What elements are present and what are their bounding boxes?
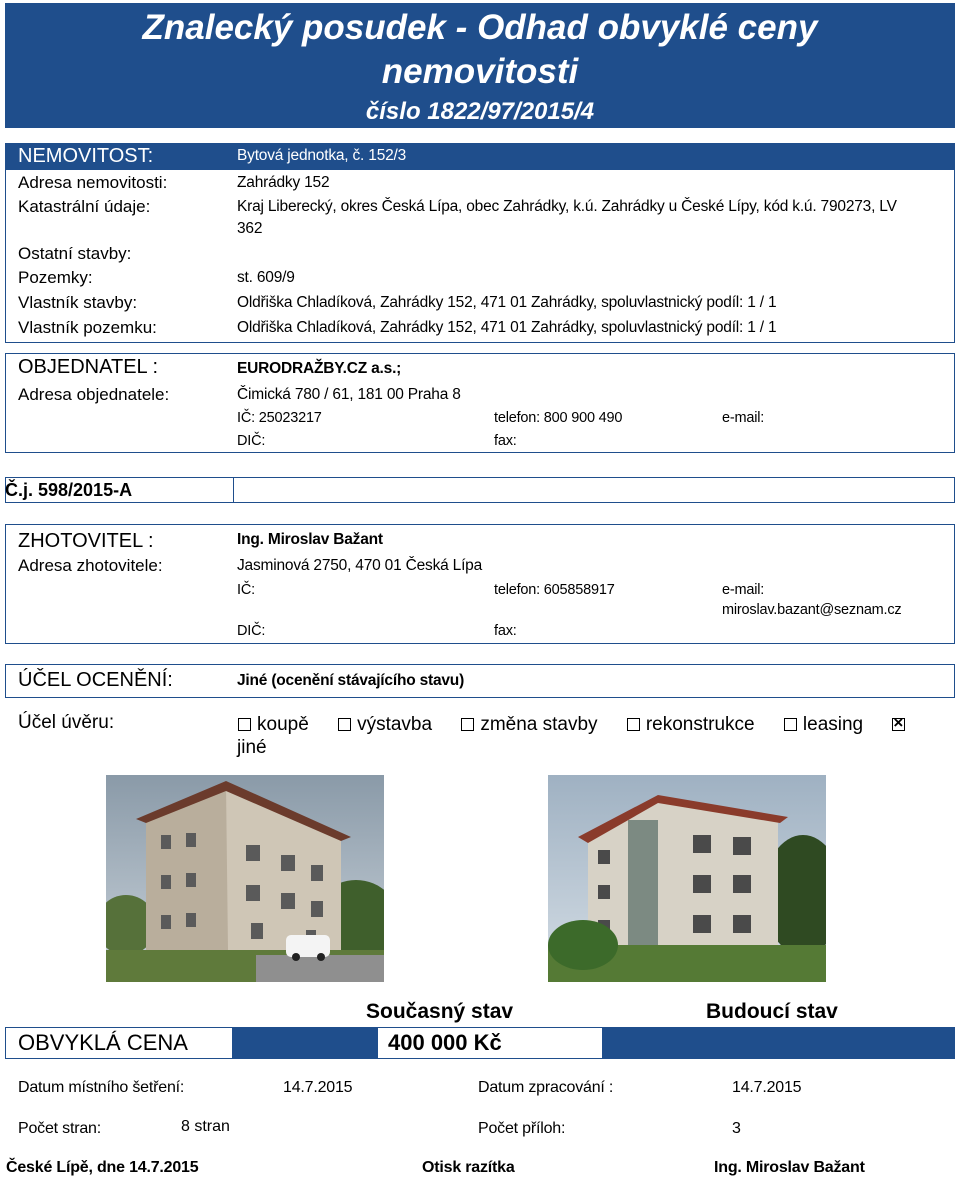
option-koupe-label: koupě — [257, 714, 309, 735]
owner-building-label: Vlastník stavby: — [18, 293, 138, 312]
checkbox-jine[interactable] — [892, 718, 905, 731]
option-vystavba[interactable] — [338, 714, 432, 735]
signature-name: Ing. Miroslav Bažant — [714, 1159, 865, 1176]
contractor-address-label: Adresa zhotovitele: — [18, 556, 163, 575]
checkbox-rekonstrukce[interactable] — [627, 718, 640, 731]
cadastral-value: Kraj Liberecký, okres Česká Lípa, obec Zahrádky, k.ú. Zahrádky u České Lípy, kód k.ú. 790273, LV — [237, 198, 897, 215]
checkbox-leasing[interactable] — [784, 718, 797, 731]
attachments-label: Počet příloh: — [478, 1120, 566, 1137]
client-fax: fax: — [494, 433, 517, 449]
current-state-label: Současný stav — [366, 1000, 514, 1023]
purpose-label: ÚČEL OCENĚNÍ: — [18, 669, 173, 691]
option-vystavba-label: výstavba — [357, 714, 433, 735]
option-rekonstrukce-label: rekonstrukce — [645, 714, 755, 735]
building-photo-left — [106, 775, 384, 982]
page-title — [0, 6, 960, 94]
checkbox-vystavba[interactable] — [338, 718, 351, 731]
client-email: e-mail: — [722, 410, 765, 426]
loan-purpose-options — [238, 714, 911, 736]
cadastral-value-line2: 362 — [237, 220, 263, 237]
loan-purpose-label: Účel úvěru: — [18, 712, 115, 733]
attachments-count: 3 — [732, 1120, 741, 1137]
option-jine-checkbox-wrap[interactable] — [892, 714, 911, 735]
client-ic: IČ: 25023217 — [237, 410, 322, 426]
case-number-frame — [5, 477, 955, 503]
address-label: Adresa nemovitosti: — [18, 173, 168, 192]
option-leasing[interactable] — [784, 714, 863, 735]
other-buildings-label: Ostatní stavby: — [18, 244, 132, 263]
building-photo-right — [548, 775, 826, 982]
contractor-ic: IČ: — [237, 582, 255, 598]
client-phone: telefon: 800 900 490 — [494, 410, 623, 426]
contractor-dic: DIČ: — [237, 623, 266, 639]
option-leasing-label: leasing — [802, 714, 864, 735]
contractor-address: Jasminová 2750, 470 01 Česká Lípa — [237, 557, 483, 574]
client-address-label: Adresa objednatele: — [18, 385, 170, 404]
processing-date-label: Datum zpracování : — [478, 1079, 614, 1096]
contractor-email-label: e-mail: — [722, 582, 765, 598]
page-title-line1: Znalecký posudek - Odhad obvyklé ceny — [142, 8, 818, 47]
pages-label: Počet stran: — [18, 1120, 101, 1137]
client-name: EURODRAŽBY.CZ a.s.; — [237, 360, 402, 377]
place-date: České Lípě, dne 14.7.2015 — [6, 1159, 199, 1176]
address-value: Zahrádky 152 — [237, 174, 330, 191]
case-number: Č.j. 598/2015-A — [5, 480, 133, 500]
case-number-divider — [233, 477, 234, 503]
land-value: st. 609/9 — [237, 269, 295, 286]
pages-count: 8 stran — [181, 1118, 230, 1135]
checkbox-koupe[interactable] — [238, 718, 251, 731]
processing-date: 14.7.2015 — [732, 1079, 802, 1096]
land-label: Pozemky: — [18, 268, 93, 287]
inspection-date-label: Datum místního šetření: — [18, 1079, 185, 1096]
option-zmena-stavby-label: změna stavby — [480, 714, 598, 735]
owner-land-value: Oldřiška Chladíková, Zahrádky 152, 471 01 Zahrádky, spoluvlastnický podíl: 1 / 1 — [237, 319, 777, 336]
price-current-value: 400 000 Kč — [388, 1030, 502, 1055]
inspection-date: 14.7.2015 — [283, 1079, 353, 1096]
report-number: číslo 1822/97/2015/4 — [365, 98, 595, 125]
client-label: OBJEDNATEL : — [18, 356, 159, 378]
page-title-line2: nemovitosti — [381, 52, 579, 91]
client-address: Čimická 780 / 61, 181 00 Praha 8 — [237, 386, 461, 403]
option-rekonstrukce[interactable] — [627, 714, 755, 735]
future-state-label: Budoucí stav — [706, 1000, 838, 1023]
cadastral-label: Katastrální údaje: — [18, 197, 151, 216]
client-dic: DIČ: — [237, 433, 266, 449]
contractor-label: ZHOTOVITEL : — [18, 530, 154, 552]
option-koupe[interactable] — [238, 714, 309, 735]
contractor-email[interactable]: miroslav.bazant@seznam.cz — [722, 602, 902, 618]
contractor-phone: telefon: 605858917 — [494, 582, 615, 598]
owner-building-value: Oldřiška Chladíková, Zahrádky 152, 471 01 Zahrádky, spoluvlastnický podíl: 1 / 1 — [237, 294, 777, 311]
contractor-name: Ing. Miroslav Bažant — [237, 531, 383, 548]
option-jine-label: jiné — [237, 737, 267, 758]
price-label: OBVYKLÁ CENA — [18, 1030, 188, 1055]
checkbox-zmena-stavby[interactable] — [461, 718, 474, 731]
purpose-value: Jiné (ocenění stávajícího stavu) — [237, 672, 465, 689]
property-label: NEMOVITOST: — [18, 145, 154, 167]
option-zmena-stavby[interactable] — [461, 714, 597, 735]
contractor-fax: fax: — [494, 623, 517, 639]
owner-land-label: Vlastník pozemku: — [18, 318, 157, 337]
property-value: Bytová jednotka, č. 152/3 — [237, 147, 407, 164]
stamp-label: Otisk razítka — [422, 1159, 515, 1176]
